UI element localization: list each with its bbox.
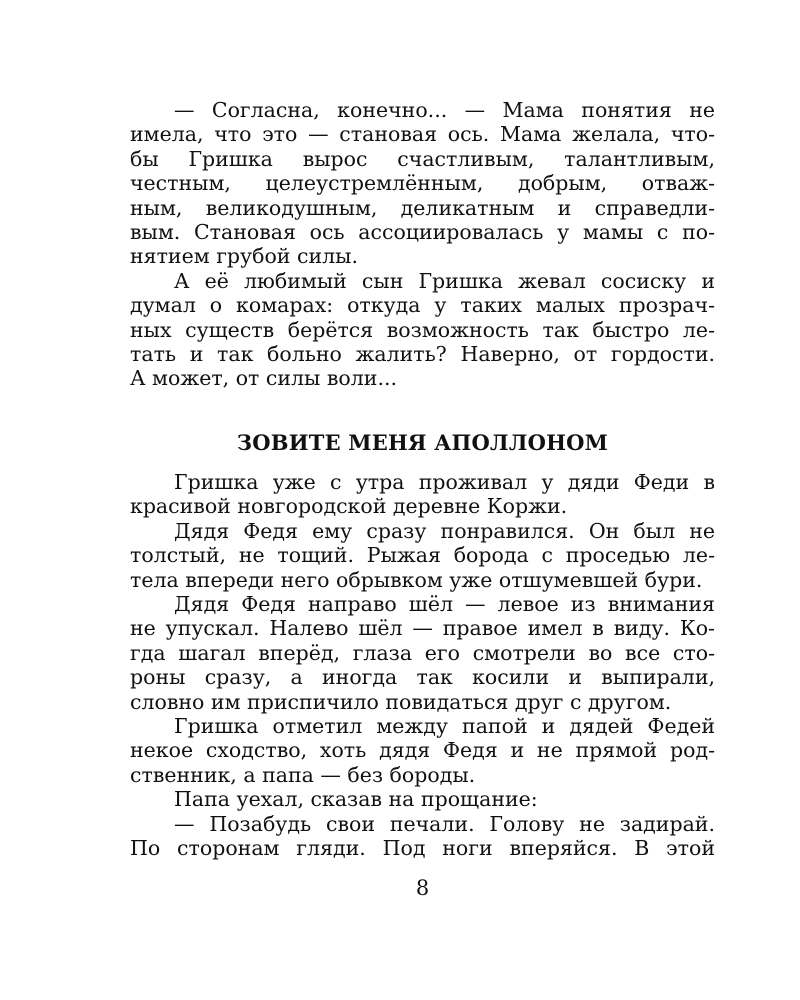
page-number: 8 (415, 876, 430, 900)
paragraph (130, 269, 715, 391)
text-section-1 (130, 98, 715, 391)
text-line: словно им приспичило повидаться друг с другом. (130, 689, 672, 714)
text-line: роны сразу, а иногда так косили и выпирали, (130, 665, 715, 690)
text-line: гда шагал вперёд, глаза его смотрели во все сто- (130, 640, 715, 665)
text-line: имела, что это — становая ось. Мама желала, что- (130, 122, 715, 147)
paragraph (130, 592, 715, 714)
paragraph (130, 812, 715, 861)
text-line: По сторонам гляди. Под ноги вперяйся. В этой (130, 836, 715, 861)
text-line: не упускал. Налево шёл — правое имел в виду. Ко- (130, 616, 715, 641)
text-line: Гришка отметил между папой и дядей Федей (174, 714, 715, 739)
text-line: тать и так больно жалить? Наверно, от гордости. (130, 342, 715, 367)
paragraph (130, 519, 715, 592)
paragraph (130, 787, 715, 811)
text-line: ственник, а папа — без бороды. (130, 762, 476, 787)
chapter-heading: ЗОВИТЕ МЕНЯ АПОЛЛОНОМ (236, 430, 609, 455)
paragraph (130, 714, 715, 787)
text-line: нятием грубой силы. (130, 244, 358, 269)
text-line: Дядя Федя ему сразу понравился. Он был не (174, 518, 715, 543)
text-line: ным, великодушным, деликатным и справедли- (130, 195, 715, 220)
text-line: бы Гришка вырос счастливым, талантливым, (130, 146, 715, 171)
text-line: вым. Становая ось ассоциировалась у мамы с по- (130, 220, 715, 245)
paragraph (130, 470, 715, 519)
text-line: думал о комарах: откуда у таких малых прозрач- (130, 293, 715, 318)
text-line: А её любимый сын Гришка жевал сосиску и (174, 268, 715, 293)
text-line: — Согласна, конечно... — Мама понятия не (174, 98, 715, 122)
paragraph (130, 98, 715, 269)
text-line: ных существ берётся возможность так быстро ле- (130, 317, 715, 342)
text-line: Дядя Федя направо шёл — левое из внимания (174, 592, 715, 617)
text-line: толстый, не тощий. Рыжая борода с проседью ле- (130, 543, 715, 568)
text-section-2 (130, 470, 715, 861)
text-line: красивой новгородской деревне Коржи. (130, 494, 568, 519)
text-line: Гришка уже с утра проживал у дяди Феди в (174, 470, 715, 494)
text-line: честным, целеустремлённым, добрым, отваж- (130, 171, 715, 196)
text-line: А может, от силы воли... (130, 366, 398, 391)
text-line: тела впереди него обрывком уже отшумевшей бури. (130, 567, 703, 592)
text-line: Папа уехал, сказав на прощание: (174, 787, 538, 812)
text-line: — Позабудь свои печали. Голову не задирай. (174, 811, 715, 836)
text-line: некое сходство, хоть дядя Федя и не прямой род- (130, 738, 715, 763)
